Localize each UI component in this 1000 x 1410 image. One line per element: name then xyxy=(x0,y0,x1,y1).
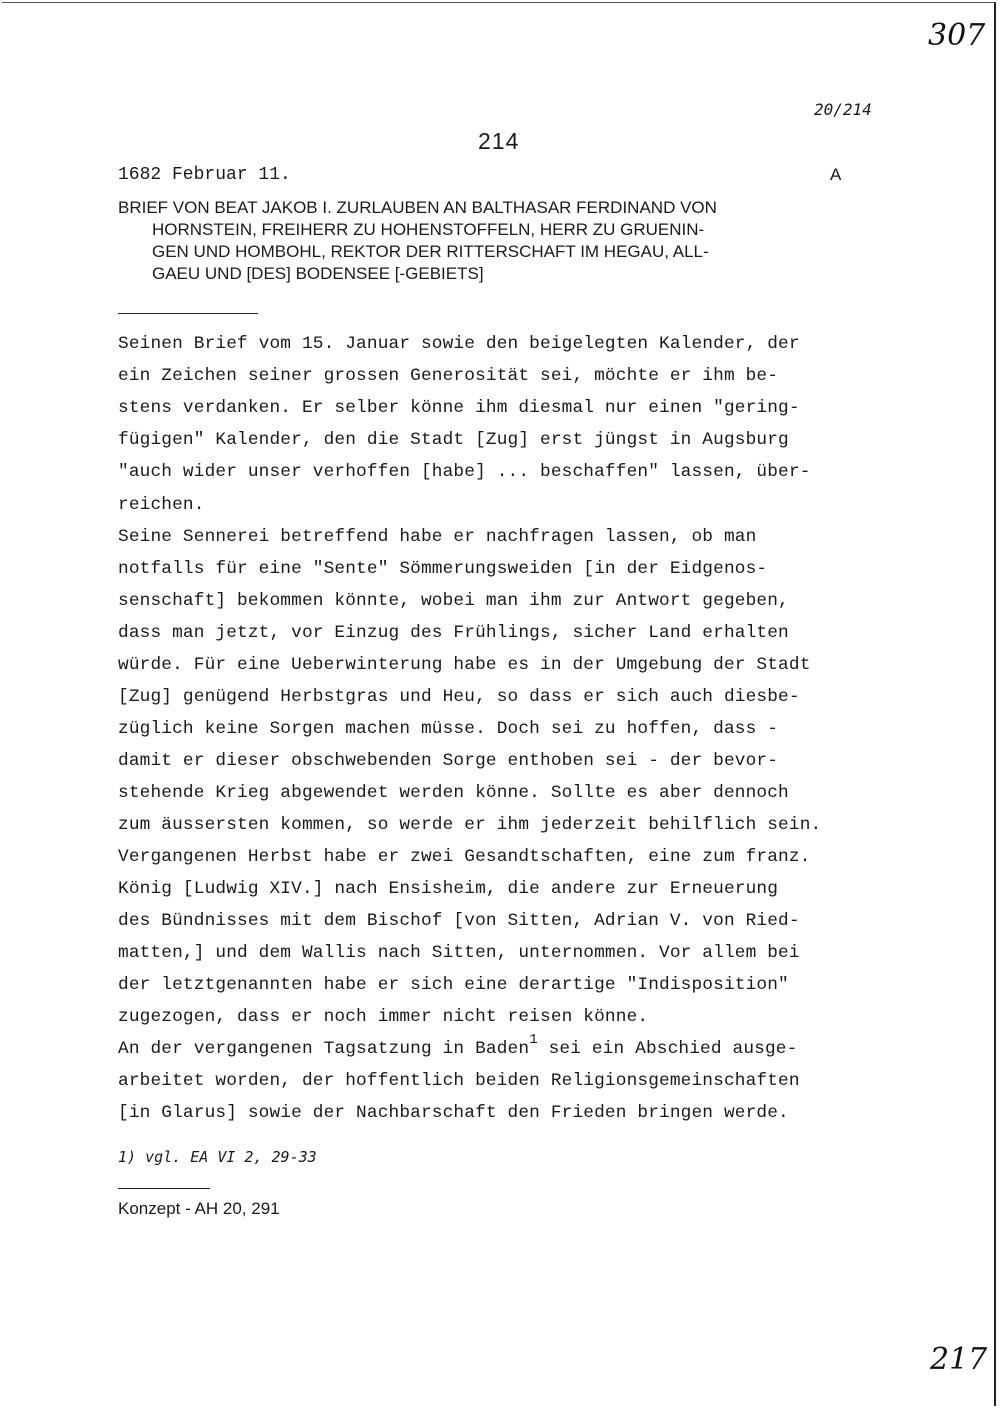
title-line: BRIEF VON BEAT JAKOB I. ZURLAUBEN AN BALTHASAR FERDINAND VON xyxy=(118,198,717,217)
title-separator xyxy=(118,313,258,314)
body-line-with-footnote xyxy=(118,1032,798,1059)
body-line: Seinen Brief vom 15. Januar sowie den beigelegten Kalender, der xyxy=(118,334,800,354)
body-line: Vergangenen Herbst habe er zwei Gesandtschaften, eine zum franz. xyxy=(118,847,811,867)
body-line: damit er dieser obschwebenden Sorge enthoben sei - der bevor- xyxy=(118,751,779,771)
title-line: HORNSTEIN, FREIHERR ZU HOHENSTOFFELN, HERR ZU GRUENIN- xyxy=(152,220,705,239)
body-line: senschaft] bekommen könnte, wobei man ihm zur Antwort gegeben, xyxy=(118,591,789,611)
archive-folio-mark-top: 307 xyxy=(928,18,986,53)
archive-folio-mark-bottom: 217 xyxy=(930,1342,988,1377)
body-text-segment: sei ein Abschied ausge- xyxy=(537,1039,798,1059)
body-line: zugezogen, dass er noch immer nicht reisen könne. xyxy=(118,1007,649,1027)
body-line: matten,] und dem Wallis nach Sitten, unternommen. Vor allem bei xyxy=(118,943,800,963)
title-line: GAEU UND [DES] BODENSEE [-GEBIETS] xyxy=(152,264,484,283)
body-line: ein Zeichen seiner grossen Generosität sei, möchte er ihm be- xyxy=(118,366,779,386)
body-line: zum äussersten kommen, so werde er ihm jederzeit behilflich sein. xyxy=(118,815,822,835)
document-date: 1682 Februar 11. xyxy=(118,165,291,185)
body-line: der letztgenannten habe er sich eine derartige "Indisposition" xyxy=(118,975,789,995)
document-number: 214 xyxy=(478,128,520,154)
category-letter: A xyxy=(830,165,842,184)
body-line: dass man jetzt, vor Einzug des Frühlings, sicher Land erhalten xyxy=(118,623,789,643)
body-line: würde. Für eine Ueberwinterung habe es in der Umgebung der Stadt xyxy=(118,655,811,675)
source-note: Konzept - AH 20, 291 xyxy=(118,1199,280,1218)
footnote-marker: 1 xyxy=(529,1032,538,1048)
title-line: GEN UND HOMBOHL, REKTOR DER RITTERSCHAFT IM HEGAU, ALL- xyxy=(152,242,709,261)
body-text-segment: An der vergangenen Tagsatzung in Baden xyxy=(118,1039,530,1059)
body-line: stehende Krieg abgewendet werden könne. Sollte es aber dennoch xyxy=(118,783,789,803)
body-line: [in Glarus] sowie der Nachbarschaft den Frieden bringen werde. xyxy=(118,1103,789,1123)
body-line: fügigen" Kalender, den die Stadt [Zug] erst jüngst in Augsburg xyxy=(118,430,789,450)
body-line: stens verdanken. Er selber könne ihm diesmal nur einen "gering- xyxy=(118,398,800,418)
source-separator xyxy=(118,1188,210,1189)
body-line: arbeitet worden, der hoffentlich beiden Religionsgemeinschaften xyxy=(118,1071,800,1091)
reference-code: 20/214 xyxy=(814,100,872,119)
body-line: reichen. xyxy=(118,495,205,515)
body-line: züglich keine Sorgen machen müsse. Doch sei zu hoffen, dass - xyxy=(118,719,779,739)
body-line: Seine Sennerei betreffend habe er nachfragen lassen, ob man xyxy=(118,527,757,547)
body-line: des Bündnisses mit dem Bischof [von Sitten, Adrian V. von Ried- xyxy=(118,911,800,931)
body-line: "auch wider unser verhoffen [habe] ... beschaffen" lassen, über- xyxy=(118,462,811,482)
body-line: [Zug] genügend Herbstgras und Heu, so dass er sich auch diesbe- xyxy=(118,687,800,707)
body-line: König [Ludwig XIV.] nach Ensisheim, die andere zur Erneuerung xyxy=(118,879,779,899)
body-line: notfalls für eine "Sente" Sömmerungsweiden [in der Eidgenos- xyxy=(118,559,768,579)
footnote: 1) vgl. EA VI 2, 29-33 xyxy=(118,1148,317,1166)
